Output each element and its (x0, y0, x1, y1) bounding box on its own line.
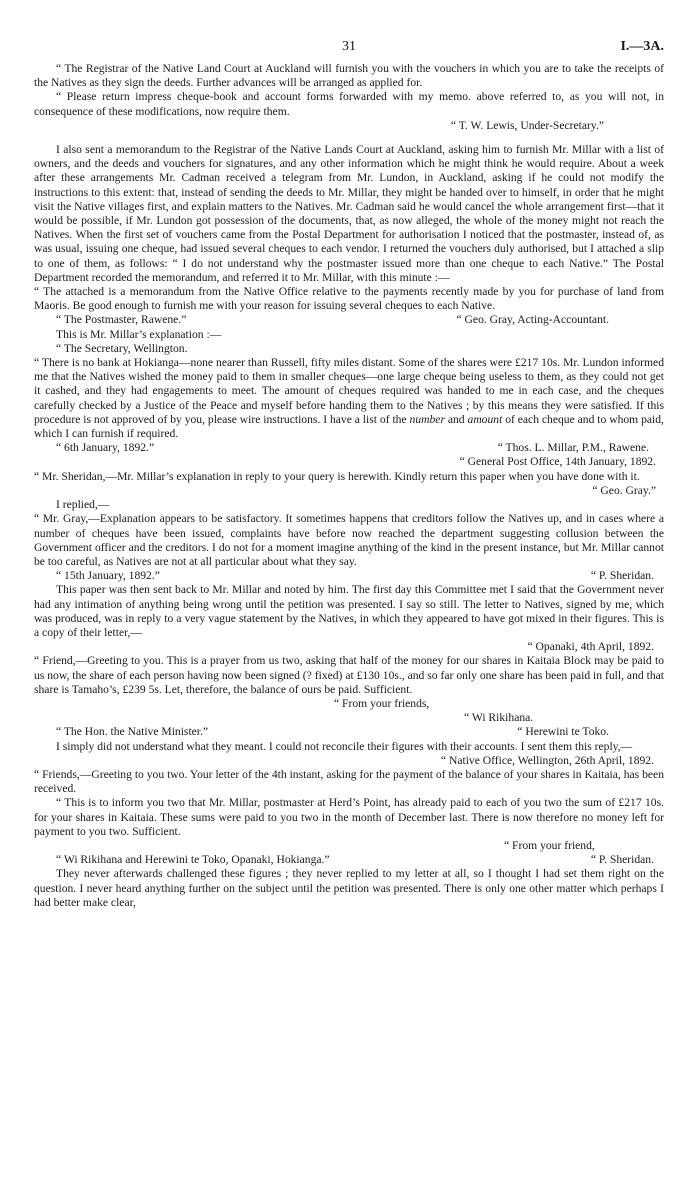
page-header (34, 40, 664, 62)
signature-gray-accountant: “ Geo. Gray, Acting-Accountant. (456, 313, 609, 327)
reply-letter-body: “ This is to inform you two that Mr. Millar, postmaster at Herd’s Point, has already paid to each of you two the sum of £217 10s. for your shares in Kaitaia. These sums were paid to you two in the month of December last. There is now therefore no money left for payment to you two. Sufficient. (34, 796, 664, 838)
natives-addressee-row (34, 725, 664, 739)
natives-letter: “ Friend,—Greeting to you. This is a prayer from us two, asking that half of the money for our shares in Kaitaia Block may be paid to us now, the share of each person having now been signed (? fixed) at £130 10s., and so far only one share has been paid in full, and that share is Tamaho’s, £239 5s. Let, therefore, the balance of ours be paid. Sufficient. (34, 654, 664, 696)
document-reference: I.—3A. (620, 39, 664, 54)
signature-lewis: “ T. W. Lewis, Under-Secretary.” (450, 118, 604, 132)
reply-addressee: “ Wi Rikihana and Herewini te Toko, Opanaki, Hokianga.” (56, 853, 330, 867)
natives-closing: “ From your friends, (334, 696, 430, 710)
gpo-dateline: “ General Post Office, 14th January, 1892. (459, 455, 656, 469)
opanaki-dateline: “ Opanaki, 4th April, 1892. (527, 640, 654, 654)
page-number: 31 (342, 39, 356, 54)
signature-sheridan-2: “ P. Sheridan. (590, 853, 654, 867)
letter-paragraph-return: “ Please return impress cheque-book and account forms forwarded with my memo. above referred to, as you will not, in consequence of these modifications, now require them. (34, 90, 664, 118)
narrative-paragraph-closing: They never afterwards challenged these figures ; they never replied to my letter at all, so I thought I had set them right on the question. I never heard anything further on the subject until the petition was presented. There is only one other matter which perhaps I had better make clear, (34, 867, 664, 909)
memo-addressee-row (34, 313, 664, 327)
reply-letter-greeting: “ Friends,—Greeting to you two. Your letter of the 4th instant, asking for the payment of the balance of your shares in Kaitaia, has been received. (34, 767, 664, 796)
millar-date-row (34, 441, 664, 455)
reply-to-gray: “ Mr. Gray,—Explanation appears to be satisfactory. It sometimes happens that creditors follow the Natives up, and in cases where a number of cheques have been issued, complaints have before now reached the department suggesting collusion between the Government officer and the creditors. I do not for a moment imagine anything of the kind in the present instance, but Mr. Millar cannot be too careful, as Natives are not at all particular about what they say. (34, 512, 664, 568)
natives-addressee: “ The Hon. the Native Minister.” (56, 725, 209, 739)
millar-explanation: “ There is no bank at Hokianga—none nearer than Russell, fifty miles distant. Some of the shares were £217 10s. Mr. Lundon informed me that the Natives wished the money paid to them in smaller cheques—one large cheque being useless to them, as they could not get it cashed, and they had engagements to meet. The amount of cheques required was handed to me in each case, and the cheques carefully checked by a Justice of the Peace and myself before handing them to the Natives ; by this means they were satisfied. If this procedure is not approved of by you, please wire instructions. I have a list of the number and amount of each cheque and to whom paid, which I can furnish if required. (34, 356, 664, 441)
memo-addressee: “ The Postmaster, Rawene.” (56, 313, 187, 327)
millar-date: “ 6th January, 1892.” (56, 441, 155, 455)
narrative-paragraph-memorandum: I also sent a memorandum to the Registrar of the Native Lands Court at Auckland, asking him to furnish Mr. Millar with a list of owners, and the deeds and vouchers for signatures, and any other information which he might think he would require. About a week after these arrangements Mr. Cadman received a telegram from Mr. Lundon, in Auckland, asking if he could not modify the instructions to this extent: that, instead of sending the deeds to Mr. Millar, they might be handed over to himself, in order that he might visit the Native villages first, and explain matters to the Natives. Mr. Cadman said he would cancel the whole arrangement first—that it would be possible, if Mr. Lundon got possession of the documents, that, as now alleged, the whole of the money might not reach the Natives. When the first set of vouchers came from the Postal Department for authorisation I noticed that the postmaster, instead of, as was usual, issuing one cheque, had issued several cheques to each vendor. I returned the vouchers duly authorised, but I attached a slip to one of them, as follows: “ I do not understand why the postmaster issued more than one cheque to each Native.” The Postal Department recorded the memorandum, and referred it to Mr. Millar, with this minute :— (34, 143, 664, 284)
signature-te-toko: “ Herewini te Toko. (517, 725, 609, 739)
reply-closing: “ From your friend, (504, 838, 595, 852)
letter-paragraph-registrar: “ The Registrar of the Native Land Court at Auckland will furnish you with the vouchers in which you are to take the receipts of the Natives as they sign the deeds. Further advances will be arranged as applied for. (34, 62, 664, 90)
reply-date-row (34, 569, 664, 583)
native-office-dateline: “ Native Office, Wellington, 26th April, 1892. (440, 753, 654, 767)
explanation-intro: This is Mr. Millar’s explanation :— (56, 327, 222, 341)
quoted-memo-accountant: “ The attached is a memorandum from the Native Office relative to the payments recently made by you for purchase of land from Maoris. Be good enough to furnish me with your reason for issuing several cheques to each Native. (34, 285, 664, 313)
gpo-note: “ Mr. Sheridan,—Mr. Millar’s explanation in reply to your query is herewith. Kindly return this paper when you have done with it. (34, 469, 640, 483)
memo-addressee-secretary: “ The Secretary, Wellington. (56, 341, 188, 355)
reply-addressee-row (34, 853, 664, 867)
narrative-paragraph-committee: This paper was then sent back to Mr. Millar and noted by him. The first day this Committee met I said that the Government never had any intimation of anything being wrong until the petition was presented. I say so still. The letter to Natives, signed by me, which was produced, was in reply to a very vague statement by the Natives, in which they appeared to have got mixed in their figures. This is a copy of their letter,— (34, 583, 664, 639)
reply-intro: I replied,— (56, 498, 110, 512)
signature-gray: “ Geo. Gray.” (592, 483, 656, 497)
signature-sheridan-1: “ P. Sheridan. (590, 569, 654, 583)
reply-date: “ 15th January, 1892.” (56, 569, 160, 583)
narrative-paragraph-reply: I simply did not understand what they meant. I could not reconcile their figures with their accounts. I sent them this reply,— (56, 739, 633, 753)
signature-millar: “ Thos. L. Millar, P.M., Rawene. (497, 441, 649, 455)
signature-rikihana: “ Wi Rikihana. (464, 711, 534, 725)
